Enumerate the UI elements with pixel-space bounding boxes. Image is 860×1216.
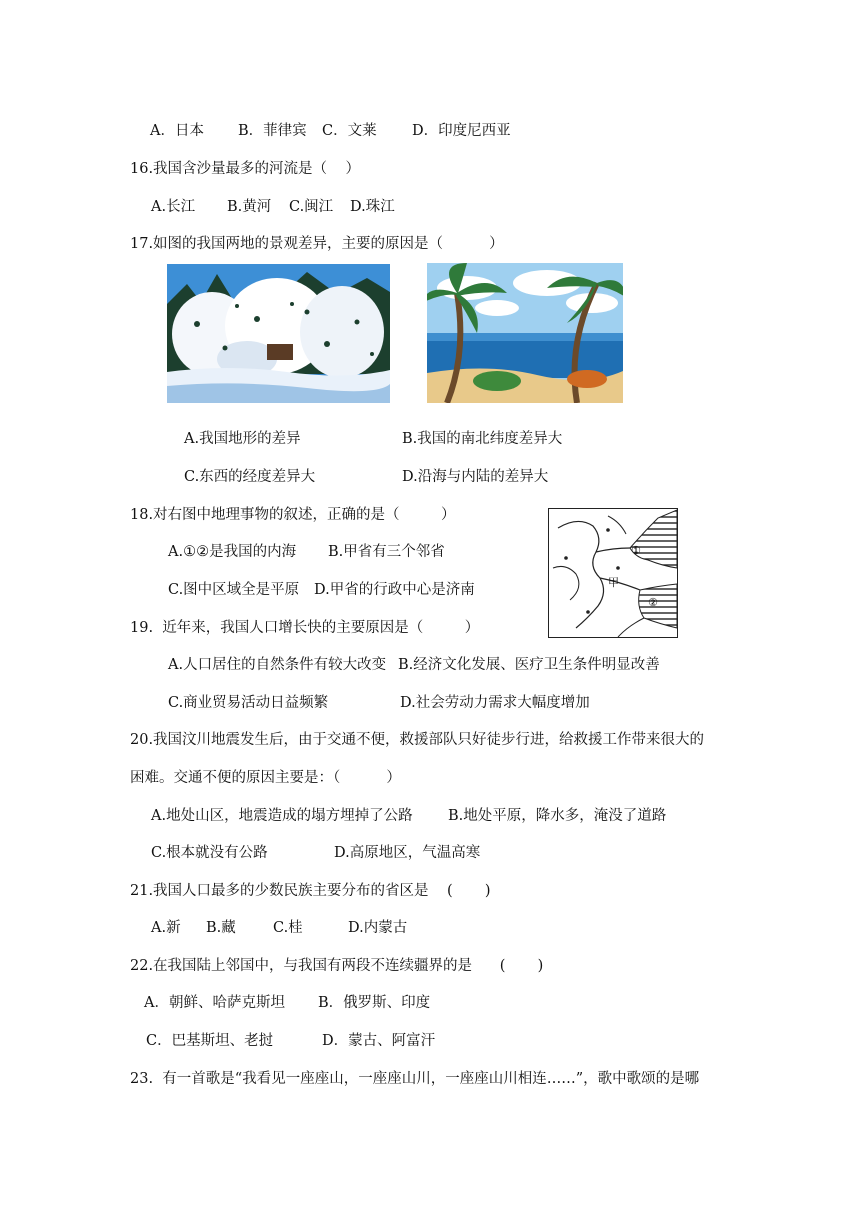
q21-option-b: B.藏 <box>206 920 236 936</box>
q22-option-c: C．巴基斯坦、老挝 <box>146 1033 274 1049</box>
q20-stem-line2: 困难。交通不便的原因主要是：（ ） <box>130 770 401 786</box>
q20-option-c: C.根本就没有公路 <box>151 845 268 861</box>
q22-stem: 22.在我国陆上邻国中，与我国有两段不连续疆界的是 ( ) <box>130 958 544 974</box>
q19-option-a: A.人口居住的自然条件有较大改变 <box>168 657 387 673</box>
q23-stem: 23. 有一首歌是“我看见一座座山，一座座山川，一座座山川相连……”，歌中歌颂的是哪 <box>130 1071 700 1087</box>
q20-option-b: B.地处平原，降水多，淹没了道路 <box>448 808 667 824</box>
q19-stem: 19. 近年来，我国人口增长快的主要原因是（ ） <box>130 620 480 636</box>
q21-stem: 21.我国人口最多的少数民族主要分布的省区是 ( ) <box>130 883 491 899</box>
q19-option-c: C.商业贸易活动日益频繁 <box>168 695 329 711</box>
q19-option-d: D.社会劳动力需求大幅度增加 <box>400 695 590 711</box>
q15-option-c: C．文莱 <box>322 123 377 139</box>
q17-stem: 17.如图的我国两地的景观差异，主要的原因是（ ） <box>130 236 504 252</box>
q18-option-d: D.甲省的行政中心是济南 <box>314 582 475 598</box>
q16-option-b: B.黄河 <box>227 199 272 215</box>
q18-option-a: A.①②是我国的内海 <box>168 544 297 560</box>
q16-option-d: D.珠江 <box>350 199 395 215</box>
q21-option-d: D.内蒙古 <box>348 920 408 936</box>
snow-landscape-image <box>167 264 390 403</box>
q21-option-a: A.新 <box>151 920 181 936</box>
map-label-jia: 甲 <box>608 576 619 589</box>
q17-option-c: C.东西的经度差异大 <box>184 469 316 485</box>
q15-option-b: B．菲律宾 <box>238 123 307 139</box>
q18-option-b: B.甲省有三个邻省 <box>328 544 445 560</box>
q22-option-b: B．俄罗斯、印度 <box>318 995 431 1011</box>
q16-stem: 16.我国含沙量最多的河流是（ ） <box>130 161 360 177</box>
q16-option-c: C.闽江 <box>289 199 334 215</box>
q16-option-a: A.长江 <box>151 199 196 215</box>
q20-option-a: A.地处山区，地震造成的塌方埋掉了公路 <box>151 808 413 824</box>
q17-option-a: A.我国地形的差异 <box>184 431 301 447</box>
q21-option-c: C.桂 <box>273 920 303 936</box>
tropical-beach-image <box>427 263 623 403</box>
q20-stem-line1: 20.我国汶川地震发生后，由于交通不便，救援部队只好徒步行进，给救援工作带来很大的 <box>130 732 705 748</box>
q17-option-b: B.我国的南北纬度差异大 <box>402 431 563 447</box>
q15-option-a: A．日本 <box>150 123 204 139</box>
map-label-2: ② <box>648 596 658 609</box>
map-label-1: ① <box>631 544 641 557</box>
q17-option-d: D.沿海与内陆的差异大 <box>402 469 549 485</box>
q22-option-d: D．蒙古、阿富汗 <box>322 1033 436 1049</box>
q20-option-d: D.高原地区，气温高寒 <box>334 845 481 861</box>
q18-option-c: C.图中区域全是平原 <box>168 582 300 598</box>
q19-option-b: B.经济文化发展、医疗卫生条件明显改善 <box>398 657 660 673</box>
q18-stem: 18.对右图中地理事物的叙述，正确的是（ ） <box>130 507 456 523</box>
province-map <box>548 508 678 638</box>
q22-option-a: A．朝鲜、哈萨克斯坦 <box>144 995 285 1011</box>
q15-option-d: D．印度尼西亚 <box>412 123 511 139</box>
